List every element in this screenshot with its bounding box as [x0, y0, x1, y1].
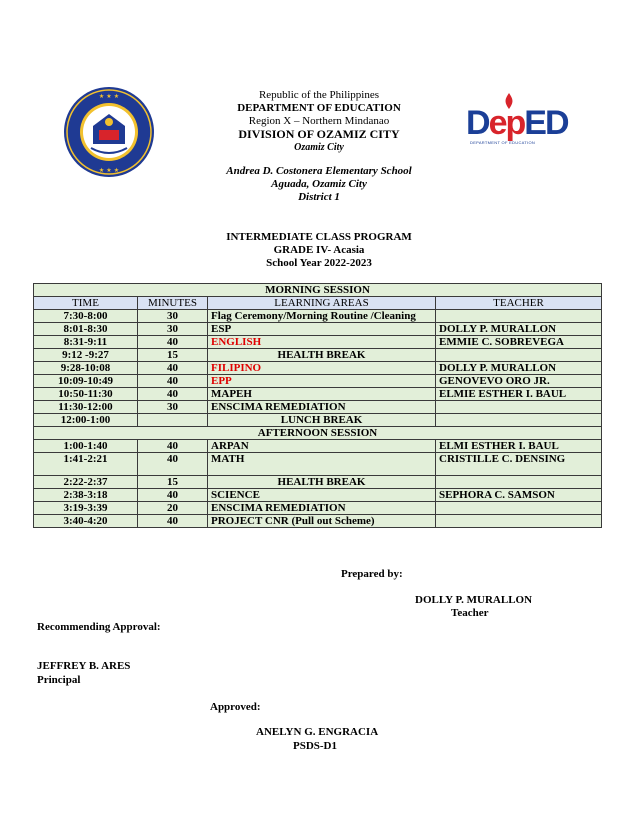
- table-row: [34, 476, 602, 489]
- teacher-cell: [436, 502, 602, 515]
- approved-name: ANELYN G. ENGRACIA: [256, 726, 379, 738]
- minutes-cell: 20: [138, 502, 208, 515]
- morning-session-row: [34, 284, 602, 297]
- learning-area-cell: SCIENCE: [208, 489, 436, 502]
- school-year: School Year 2022-2023: [266, 257, 372, 269]
- table-row: [34, 349, 602, 362]
- time-cell: 7:30-8:00: [34, 310, 138, 323]
- table-row: [34, 502, 602, 515]
- table-row: [34, 515, 602, 528]
- teacher-cell: DOLLY P. MURALLON: [436, 323, 602, 336]
- time-cell: 8:31-9:11: [34, 336, 138, 349]
- learning-area-cell: MAPEH: [208, 388, 436, 401]
- approved-title: PSDS-D1: [293, 740, 338, 752]
- time-cell: 12:00-1:00: [34, 414, 138, 427]
- time-cell: 9:12 -9:27: [34, 349, 138, 362]
- svg-text:★ ★ ★: ★ ★ ★: [98, 93, 120, 100]
- prepared-by-label: Prepared by:: [341, 568, 403, 580]
- republic-line: Republic of the Philippines: [258, 89, 380, 101]
- teacher-cell: ELMIE ESTHER I. BAUL: [436, 388, 602, 401]
- minutes-cell: 40: [138, 440, 208, 453]
- city-line: Ozamiz City: [294, 142, 344, 153]
- prepared-by-name: DOLLY P. MURALLON: [415, 594, 533, 606]
- time-cell: 3:19-3:39: [34, 502, 138, 515]
- minutes-cell: 40: [138, 375, 208, 388]
- time-cell: 2:38-3:18: [34, 489, 138, 502]
- col-header-teacher: TEACHER: [436, 297, 602, 310]
- teacher-cell: SEPHORA C. SAMSON: [436, 489, 602, 502]
- col-header-minutes: MINUTES: [138, 297, 208, 310]
- minutes-cell: 15: [138, 476, 208, 489]
- table-row: [34, 310, 602, 323]
- time-cell: 8:01-8:30: [34, 323, 138, 336]
- teacher-cell: [436, 476, 602, 489]
- table-row: [34, 401, 602, 414]
- teacher-cell: DOLLY P. MURALLON: [436, 362, 602, 375]
- teacher-cell: [436, 414, 602, 427]
- division-line: DIVISION OF OZAMIZ CITY: [238, 127, 400, 141]
- learning-area-cell: Flag Ceremony/Morning Routine /Cleaning: [208, 310, 436, 323]
- time-cell: 10:09-10:49: [34, 375, 138, 388]
- learning-area-cell: LUNCH BREAK: [208, 414, 436, 427]
- approved-label: Approved:: [210, 701, 261, 713]
- learning-area-cell: MATH: [208, 453, 436, 476]
- afternoon-session-label: AFTERNOON SESSION: [34, 427, 602, 440]
- school-name: Andrea D. Costonera Elementary School: [226, 165, 412, 177]
- learning-area-cell: ENSCIMA REMEDIATION: [208, 502, 436, 515]
- svg-text:★ ★ ★: ★ ★ ★: [98, 167, 120, 174]
- teacher-cell: GENOVEVO ORO JR.: [436, 375, 602, 388]
- table-row: [34, 362, 602, 375]
- prepared-by-title: Teacher: [451, 607, 489, 619]
- learning-area-cell: ESP: [208, 323, 436, 336]
- minutes-cell: 30: [138, 323, 208, 336]
- table-header-row: [34, 297, 602, 310]
- minutes-cell: 30: [138, 310, 208, 323]
- minutes-cell: [138, 414, 208, 427]
- department-line: DEPARTMENT OF EDUCATION: [237, 102, 401, 114]
- table-row: [34, 440, 602, 453]
- minutes-cell: 40: [138, 336, 208, 349]
- learning-area-cell: HEALTH BREAK: [208, 476, 436, 489]
- table-row: [34, 336, 602, 349]
- learning-area-cell: ENGLISH: [208, 336, 436, 349]
- teacher-cell: CRISTILLE C. DENSING: [436, 453, 602, 476]
- morning-session-label: MORNING SESSION: [34, 284, 602, 297]
- time-cell: 11:30-12:00: [34, 401, 138, 414]
- teacher-cell: ELMI ESTHER I. BAUL: [436, 440, 602, 453]
- learning-area-cell: ARPAN: [208, 440, 436, 453]
- school-address: Aguada, Ozamiz City: [271, 178, 367, 190]
- time-cell: 1:00-1:40: [34, 440, 138, 453]
- minutes-cell: 40: [138, 388, 208, 401]
- school-district: District 1: [298, 191, 340, 203]
- region-line: Region X – Northern Mindanao: [248, 115, 390, 127]
- learning-area-cell: ENSCIMA REMEDIATION: [208, 401, 436, 414]
- minutes-cell: 40: [138, 453, 208, 476]
- learning-area-cell: EPP: [208, 375, 436, 388]
- teacher-cell: [436, 401, 602, 414]
- table-row: [34, 414, 602, 427]
- time-cell: 10:50-11:30: [34, 388, 138, 401]
- learning-area-cell: PROJECT CNR (Pull out Scheme): [208, 515, 436, 528]
- program-title: INTERMEDIATE CLASS PROGRAM: [226, 231, 412, 243]
- recommending-approval-label: Recommending Approval:: [37, 621, 161, 633]
- teacher-cell: EMMIE C. SOBREVEGA: [436, 336, 602, 349]
- deped-wordmark: DepED: [466, 104, 568, 142]
- table-row: [34, 375, 602, 388]
- teacher-cell: [436, 310, 602, 323]
- minutes-cell: 40: [138, 489, 208, 502]
- teacher-cell: [436, 349, 602, 362]
- time-cell: 1:41-2:21: [34, 453, 138, 476]
- grade-section: GRADE IV- Acasia: [273, 244, 365, 256]
- table-row: [34, 323, 602, 336]
- minutes-cell: 40: [138, 362, 208, 375]
- class-program-table: [33, 283, 602, 528]
- time-cell: 2:22-2:37: [34, 476, 138, 489]
- minutes-cell: 30: [138, 401, 208, 414]
- afternoon-session-row: [34, 427, 602, 440]
- learning-area-cell: FILIPINO: [208, 362, 436, 375]
- time-cell: 9:28-10:08: [34, 362, 138, 375]
- recommending-name: JEFFREY B. ARES: [37, 660, 131, 672]
- table-row: [34, 489, 602, 502]
- deped-subtitle: DEPARTMENT OF EDUCATION: [470, 140, 536, 145]
- minutes-cell: 15: [138, 349, 208, 362]
- col-header-time: TIME: [34, 297, 138, 310]
- recommending-title: Principal: [37, 674, 81, 686]
- table-row: [34, 453, 602, 476]
- col-header-learning-areas: LEARNING AREAS: [208, 297, 436, 310]
- teacher-cell: [436, 515, 602, 528]
- learning-area-cell: HEALTH BREAK: [208, 349, 436, 362]
- time-cell: 3:40-4:20: [34, 515, 138, 528]
- table-row: [34, 388, 602, 401]
- minutes-cell: 40: [138, 515, 208, 528]
